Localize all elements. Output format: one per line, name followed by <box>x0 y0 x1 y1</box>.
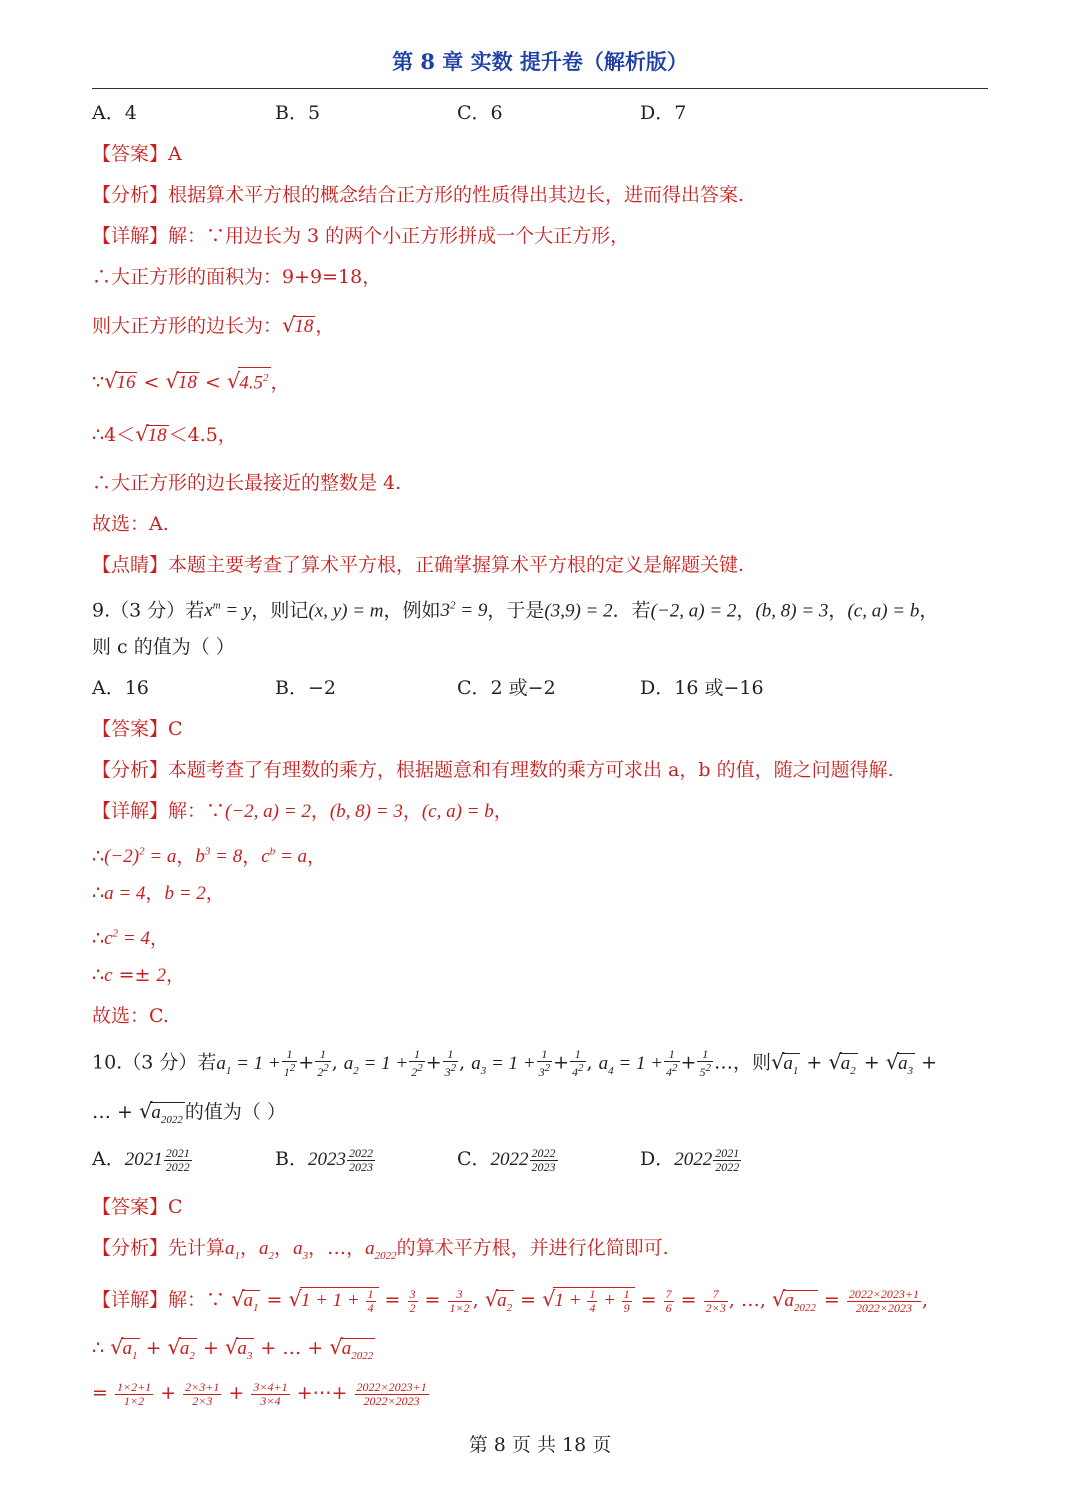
q10-stem-line2: … + $√a_{2022}$ 的值为（ ） <box>92 1098 286 1130</box>
q10-answer <box>92 1194 183 1220</box>
q8-detail-2: ∴大正方形的面积为：9+9=18， <box>92 266 382 288</box>
q10-option-a: A．2021 $\frac{2021}{2022}$ <box>92 1145 190 1174</box>
q9-detail-3: ∴a = 4，b = 2， <box>92 882 225 904</box>
analysis-tag: 【分析】 <box>92 759 169 781</box>
q9-detail-4: $\therefore c^2 = 4$， <box>92 927 169 950</box>
q8-detail-6: ∴大正方形的边长最接近的整数是 4. <box>92 472 402 494</box>
detail-tag: 【详解】 <box>92 800 169 822</box>
q10-option-b: B．2023 $\frac{2022}{2023}$ <box>275 1145 373 1174</box>
q10-analysis: 【分析】先计算$a_1$，$a_2$，$a_3$，…，$a_{2022}$的算术平方根，并进行化简即可. <box>92 1237 669 1262</box>
page-footer: 第 8 页 共 18 页 <box>468 1434 612 1456</box>
comment-tag: 【点睛】 <box>92 554 169 576</box>
q10-prefix: 10.（3 分）若 <box>92 1051 217 1074</box>
q9-detail-1: 【详解】解：∵(−2, a) = 2，(b, 8) = 3，(c, a) = b， <box>92 800 513 822</box>
sqrt-18: 18 <box>294 316 314 337</box>
detail-tag: 【详解】 <box>92 1289 169 1311</box>
q10-detail-1: 【详解】解：∵ $√a_1 = √1 + 1$ + $\frac{1}{4}$ = $\frac{3}{2}$ = $\frac{3}{1\times 2}$ , $√a_2 = √1$ + $\frac{1}{4}$ + $\frac{1}{9}$ = $\frac{7}{6}$ = $\frac{7}{2\times 3}$ , …, $√a_{2022}$ = $\frac{2022\times 2023+1}{2022\times 2023}$ , <box>92 1286 928 1318</box>
answer-value: A <box>168 143 182 165</box>
q10-detail-3: = $\frac{1\times 2+1}{1\times 2}$ + $\frac{2\times 3+1}{2\times 3}$ + $\frac{3\times 4+1}{3\times 4}$ +⋯+ $\frac{2022\times 2023+1}{2022\times 2023}$ <box>92 1379 427 1408</box>
q8-answer <box>92 141 182 167</box>
q8-choose: 故选：A. <box>92 513 169 535</box>
page-header-title: 第 8 章 实数 提升卷（解析版） <box>392 49 688 74</box>
detail-3-suffix: ， <box>315 315 335 337</box>
comment-text: 本题主要考查了算术平方根，正确掌握算术平方根的定义是解题关键. <box>168 554 745 576</box>
q9-option-b: B．−2 <box>275 677 336 699</box>
detail-3-prefix: 则大正方形的边长为： <box>92 315 283 337</box>
q10-stem-post: 的值为（ ） <box>184 1101 286 1123</box>
analysis-tag: 【分析】 <box>92 1237 169 1259</box>
q10-stem-line1: 10.（3 分）若$a_1 = 1$ + $\frac{1}{1^2}$ + $\frac{1}{2^2}$ , $a_2 = 1$ + $\frac{1}{2^2}$ + $\frac{1}{3^2}$ , $a_3 = 1$ + $\frac{1}{3^2}$ + $\frac{1}{4^2}$ , $a_4 = 1$ + $\frac{1}{4^2}$ + $\frac{1}{5^2}$ …，则$√a_1 + √a_2 + √a_3$ + <box>92 1047 938 1079</box>
q10-option-d: D．2022 $\frac{2021}{2022}$ <box>640 1145 740 1174</box>
q8-option-c: C．6 <box>457 102 503 124</box>
q9-stem-line2: 则 c 的值为（ ） <box>92 636 235 658</box>
answer-value: C <box>168 1196 183 1218</box>
q8-analysis <box>92 182 744 208</box>
answer-tag: 【答案】 <box>92 718 169 740</box>
analysis-text: 本题考查了有理数的乘方，根据题意和有理数的乘方可求出 a，b 的值，随之问题得解. <box>168 759 894 781</box>
q9-option-c: C．2 或−2 <box>457 677 556 699</box>
q9-detail-5: ∴c =± 2， <box>92 964 185 986</box>
q9-choose: 故选：C. <box>92 1005 169 1027</box>
header-divider <box>92 88 988 89</box>
detail-tag: 【详解】 <box>92 225 169 247</box>
q9-analysis <box>92 757 894 783</box>
q9-option-d: D．16 或−16 <box>640 677 764 699</box>
q8-detail-3: 则大正方形的边长为：√18 ， <box>92 313 335 337</box>
q8-detail-4: ∵√16 < $√18 < √4.5^2$ ， <box>92 367 290 395</box>
q8-option-a: A．4 <box>92 102 137 124</box>
q9-option-a: A．16 <box>92 677 149 699</box>
analysis-tag: 【分析】 <box>92 184 169 206</box>
answer-value: C <box>168 718 183 740</box>
q9-detail-2: $\therefore(-2)^2 = a$，$b^3 = 8$，$c^b = a$， <box>92 845 327 868</box>
analysis-text: 根据算术平方根的概念结合正方形的性质得出其边长，进而得出答案. <box>168 184 745 206</box>
q8-comment <box>92 552 744 578</box>
q9-stem-line1: 9.（3 分）若$x^m = y$，则记(x, y) = m，例如$3^2 = 9$，于是(3,9) = 2．若(−2, a) = 2，(b, 8) = 3，(c, a) = b， <box>92 599 939 622</box>
answer-tag: 【答案】 <box>92 1196 169 1218</box>
q8-option-b: B．5 <box>275 102 321 124</box>
q8-detail-1 <box>92 223 629 249</box>
answer-tag: 【答案】 <box>92 143 169 165</box>
q8-option-d: D．7 <box>640 102 687 124</box>
q10-option-c: C．2022 $\frac{2022}{2023}$ <box>457 1145 556 1174</box>
q8-detail-5: ∴4＜√18 ＜4.5， <box>92 422 237 446</box>
q9-answer <box>92 716 183 742</box>
detail-text: 解：∵用边长为 3 的两个小正方形拼成一个大正方形， <box>168 225 630 247</box>
q10-detail-2: ∴ $√a_1 + √a_2 + √a_3$ + … + $√a_{2022}$ <box>92 1334 375 1366</box>
